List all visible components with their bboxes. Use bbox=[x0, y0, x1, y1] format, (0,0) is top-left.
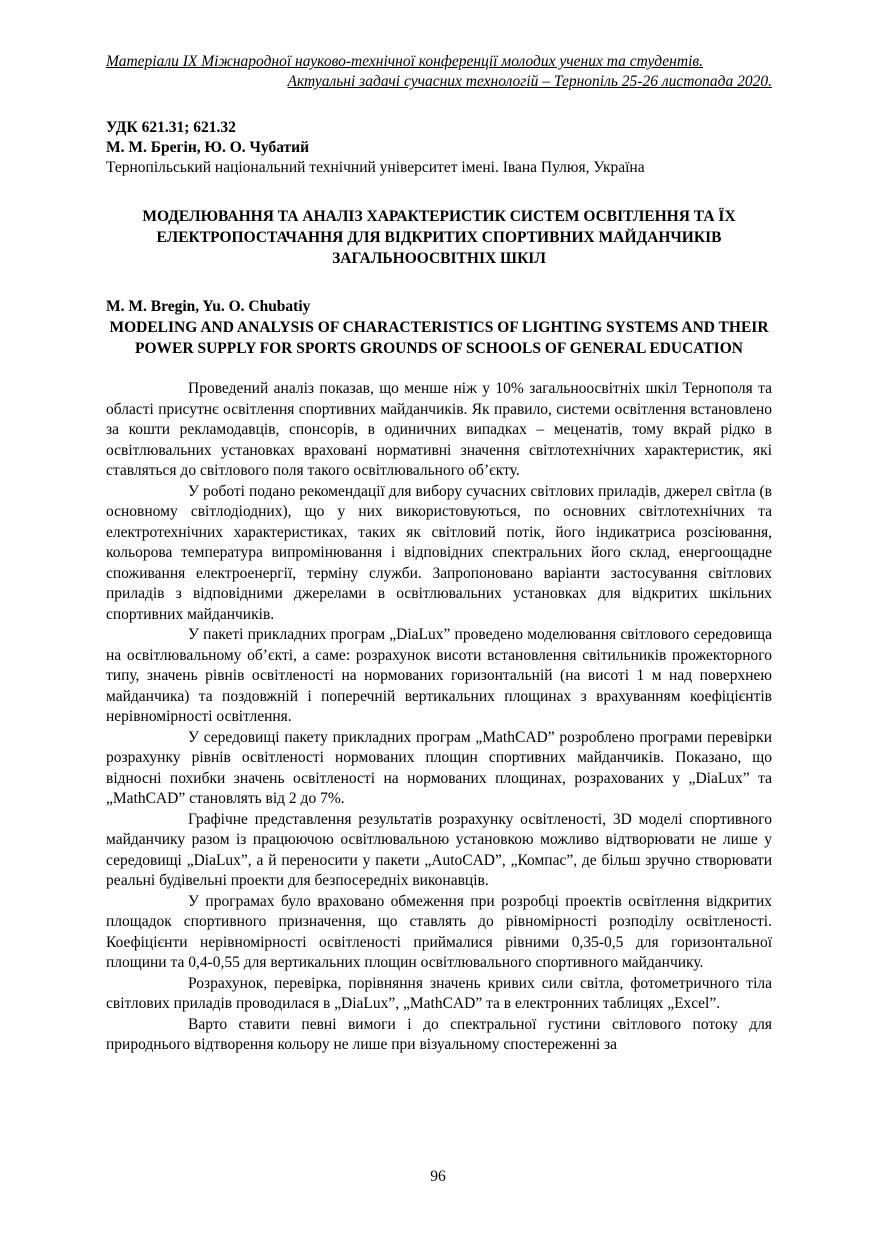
paragraph: У середовищі пакету прикладних програм „MathCAD” розроблено програми перевірки розрахунку рівнів освітленості нормованих площин спортивних майданчиків. Показано, що відносні похибки значень освітленості на нормованих площинах, розрахованих у „DiaLux” та „MathCAD” становлять від 2 до 7%. bbox=[106, 728, 772, 807]
title-en: MODELING AND ANALYSIS OF CHARACTERISTICS OF LIGHTING SYSTEMS AND THEIR POWER SUPPLY FOR SPORTS GROUNDS OF SCHOOLS OF GENERAL EDUCATION bbox=[109, 319, 769, 357]
paragraph: Проведений аналіз показав, що менше ніж у 10% загальноосвітніх шкіл Тернополя та області присутнє освітлення спортивних майданчиків. Як правило, системи освітлення встановлено за кошти рекламодавців, спонсорів, в одиничних випадках – меценатів, тому вкрай рідко в освітлювальних установках враховані нормативні значення світлотехнічних характеристик, які ставляться до світлового поля такого освітлювального об’єкту. bbox=[106, 380, 772, 479]
body-text bbox=[106, 379, 772, 1056]
paper-page bbox=[106, 52, 772, 1056]
page-number: 96 bbox=[430, 1168, 446, 1185]
paragraph: У програмах було враховано обмеження при розробці проектів освітлення відкритих площадок спортивного призначення, що ставлять до рівномірності розподілу освітленості. Коефіцієнти нерівномірності освітленості приймалися рівними 0,35-0,5 для горизонтальної площини та 0,4-0,55 для вертикальних площин освітлювального спортивного майданчику. bbox=[106, 892, 772, 971]
paragraph: Графічне представлення результатів розрахунку освітленості, 3D моделі спортивного майданчику разом із працюючою освітлювальною установкою можливо відтворювати не лише у середовищі „DiaLux”, а й переносити у пакети „AutoCAD”, „Компас”, де більш зручно створювати реальні будівельні проекти для безпосередніх виконавців. bbox=[106, 810, 772, 889]
title-ua: МОДЕЛЮВАННЯ ТА АНАЛІЗ ХАРАКТЕРИСТИК СИСТЕМ ОСВІТЛЕННЯ ТА ЇХ ЕЛЕКТРОПОСТАЧАННЯ ДЛЯ ВІДКРИТИХ СПОРТИВНИХ МАЙДАНЧИКІВ ЗАГАЛЬНООСВІТНІХ ШКІЛ bbox=[142, 208, 736, 267]
paragraph: У роботі подано рекомендації для вибору сучасних світлових приладів, джерел світла (в основному світлодіодних), що у них використовуються, по основних світлотехнічних та електротехнічних характеристиках, таких як світловий потік, його індикатриса розсіювання, кольорова температура випромінювання і відповідних спектральних його склад, енергоощадне споживання електроенергії, терміну служби. Запропоновано варіанти застосування світлових приладів з відповідними джерелами в освітлювальних установках для відкритих шкільних спортивних майданчиків. bbox=[106, 482, 772, 623]
paragraph: Розрахунок, перевірка, порівняння значень кривих сили світла, фотометричного тіла світлових приладів проводилася в „DiaLux”, „MathCAD” та в електронних таблицях „Excel”. bbox=[106, 974, 772, 1012]
paragraph: У пакеті прикладних програм „DiaLux” проведено моделювання світлового середовища на освітлювальному об’єкті, а саме: розрахунок висоти встановлення світильників прожекторного типу, значень рівнів освітленості на нормованих горизонтальній (на висоті 1 м над поверхнею майданчика) та поздовжній і поперечній вертикальних площинах з врахуванням коефіцієнтів нерівномірності освітлення. bbox=[106, 626, 772, 725]
conference-header bbox=[106, 52, 772, 92]
authors-en: M. M. Bregin, Yu. O. Chubatiy bbox=[106, 298, 311, 315]
authors-ua: М. М. Брегін, Ю. О. Чубатий bbox=[106, 139, 310, 156]
udc-code: УДК 621.31; 621.32 bbox=[106, 119, 236, 136]
conference-header-line-2: Актуальні задачі сучасних технологій – Тернопіль 25-26 листопада 2020. bbox=[287, 73, 772, 90]
conference-header-line-1: Матеріали IX Міжнародної науково-технічної конференції молодих учених та студентів. bbox=[106, 53, 703, 70]
paragraph: Варто ставити певні вимоги і до спектральної густини світлового потоку для природнього відтворення кольору не лише при візуальному спостереженні за bbox=[106, 1015, 772, 1053]
affiliation: Тернопільський національний технічний університет імені. Івана Пулюя, Україна bbox=[106, 159, 645, 176]
